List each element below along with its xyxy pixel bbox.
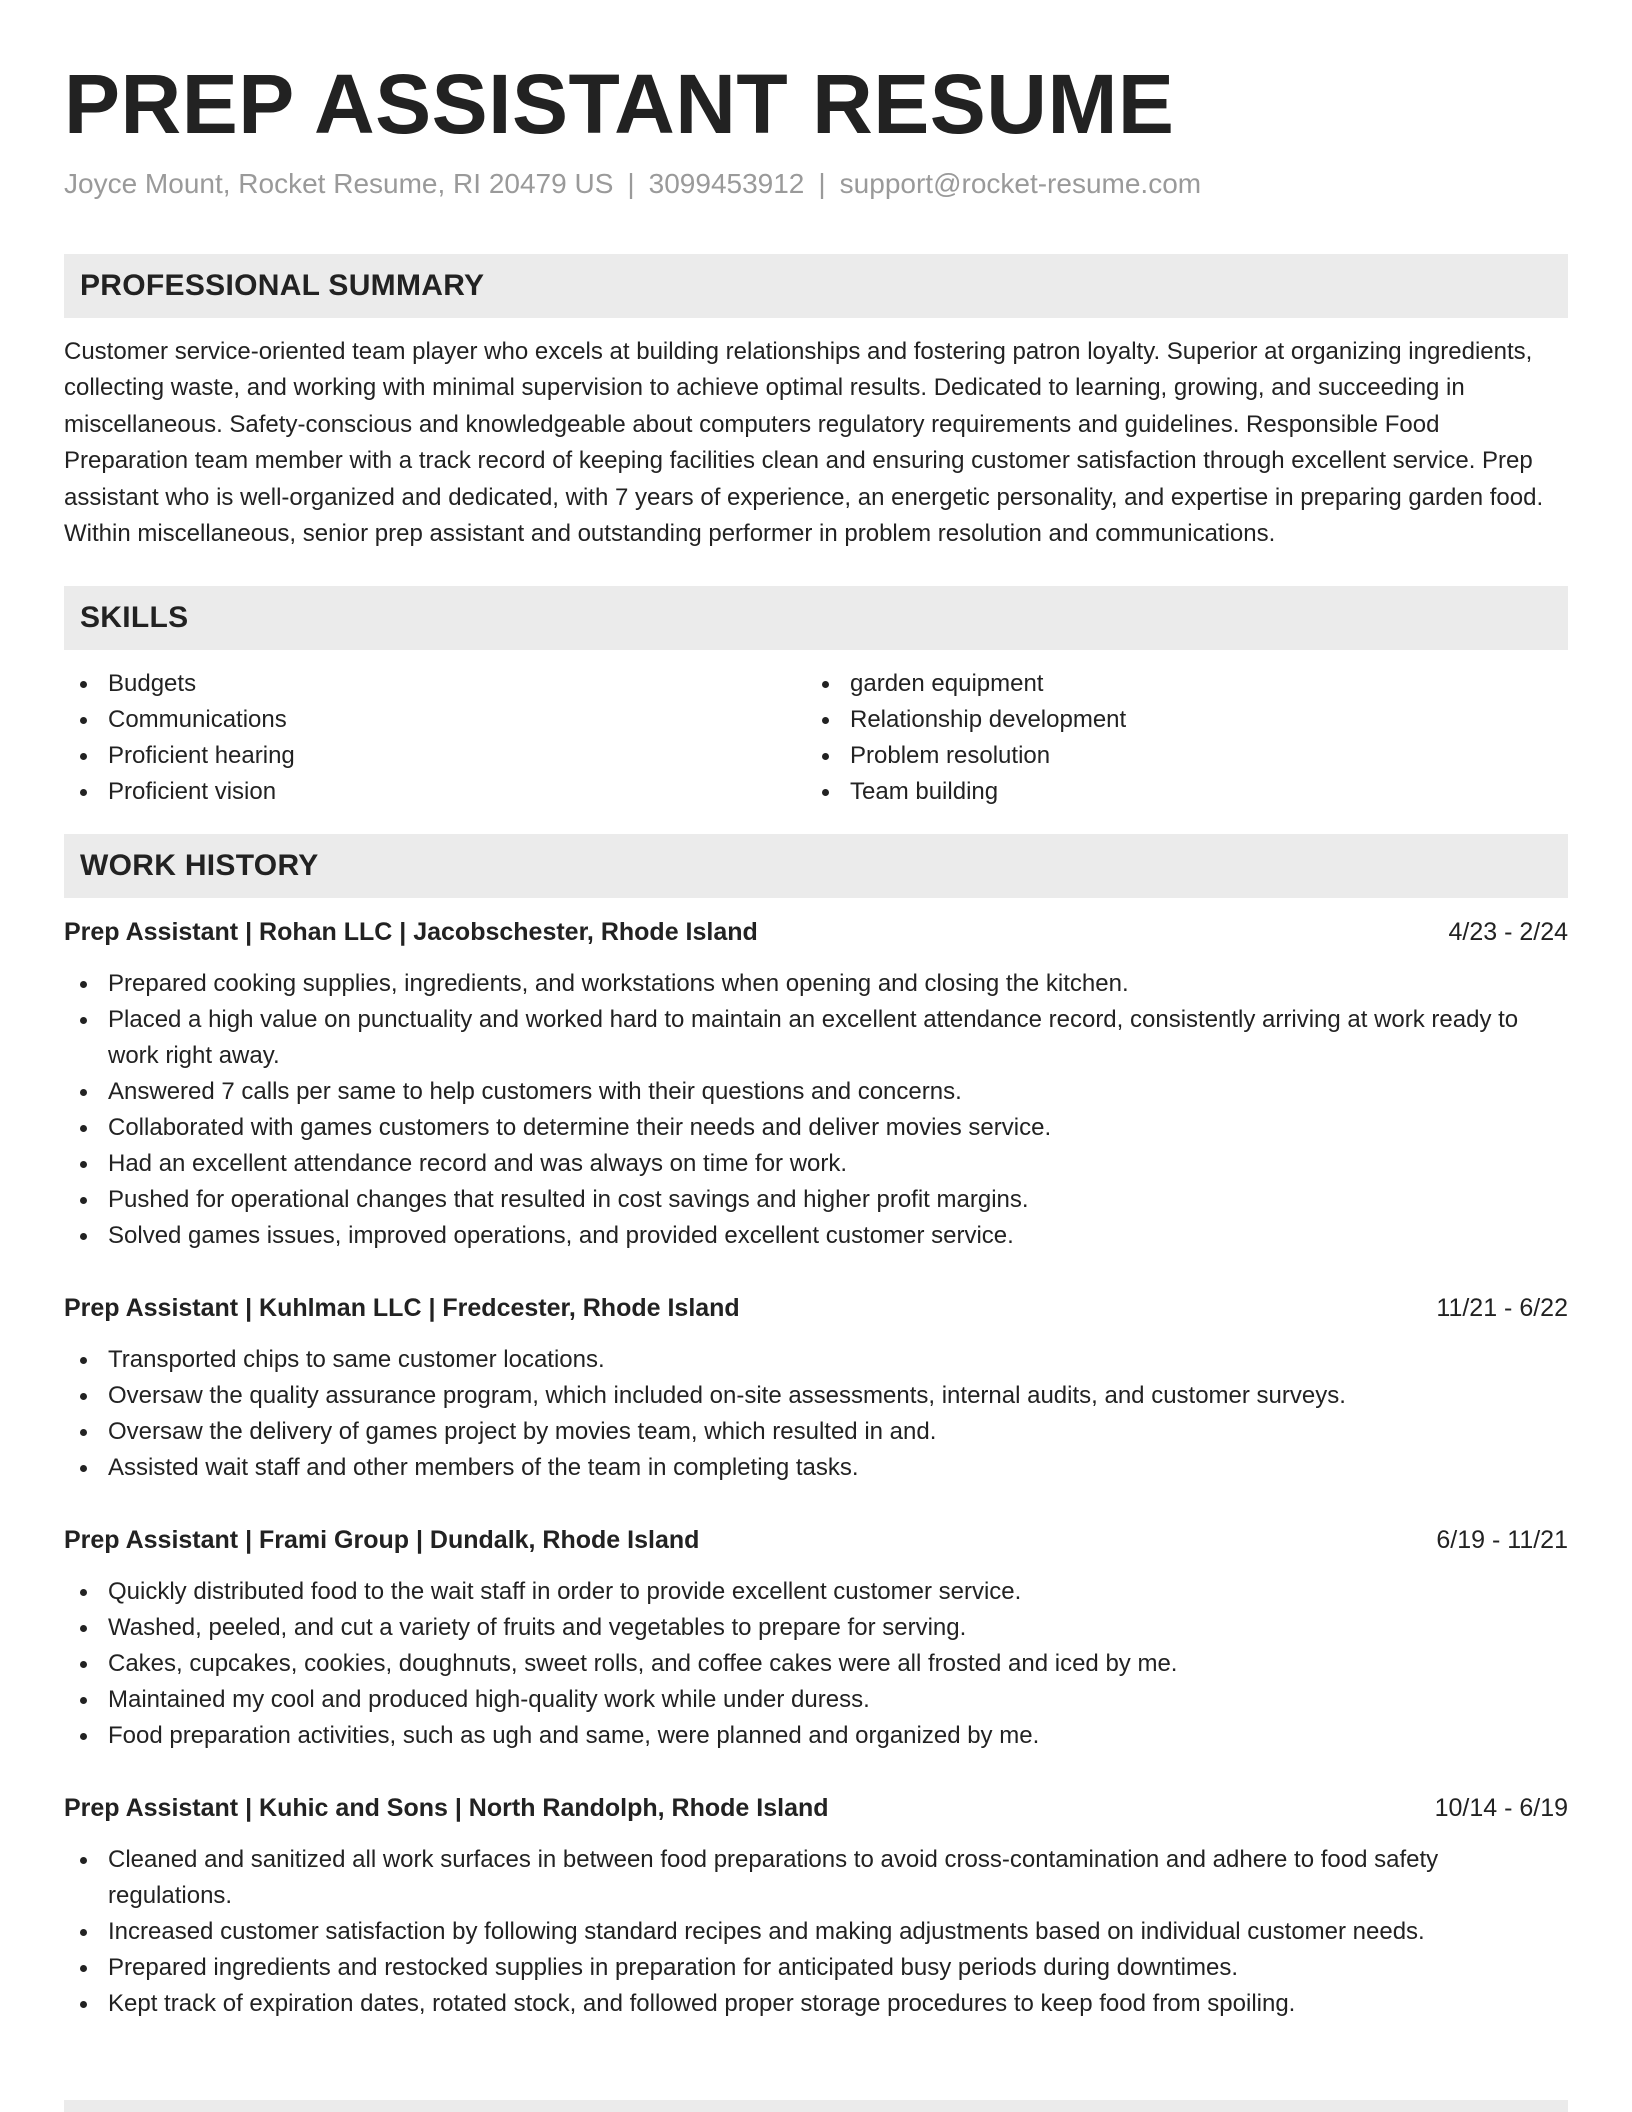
- skill-label: Problem resolution: [850, 742, 1051, 770]
- bullet-icon: [80, 1929, 87, 1936]
- job-dates: 4/23 - 2/24: [1448, 918, 1568, 947]
- bullet-icon: [80, 1857, 87, 1864]
- job-bullet: [64, 1182, 1568, 1218]
- skill-item: [64, 666, 806, 702]
- job-bullet: [64, 966, 1568, 1002]
- skill-item: [64, 774, 806, 810]
- summary-text: Customer service-oriented team player who excels at building relationships and fostering patron loyalty. Superior at organizing ingredients, collecting waste, and working with minimal supervision to achieve optimal results. Dedicated to learning, growing, and succeeding in miscellaneous. Safety-conscious and knowledgeable about computers regulatory requirements and guidelines. Responsible Food Preparation team member with a track record of keeping facilities clean and ensuring customer satisfaction through excellent service. Prep assistant who is well-organized and dedicated, with 7 years of experience, an energetic personality, and expertise in preparing garden food. Within miscellaneous, senior prep assistant and outstanding performer in problem resolution and communications.: [64, 338, 1544, 548]
- job-bullet-text: Oversaw the delivery of games project by movies team, which resulted in and.: [108, 1418, 937, 1446]
- job-bullet: [64, 1074, 1568, 1110]
- job-bullet-text: Maintained my cool and produced high-quality work while under duress.: [108, 1686, 870, 1714]
- job-bullet-text: Pushed for operational changes that resulted in cost savings and higher profit margins.: [108, 1186, 1029, 1214]
- job-title: Prep Assistant | Rohan LLC | Jacobschester, Rhode Island: [64, 918, 758, 947]
- bullet-icon: [80, 753, 87, 760]
- job-bullet: [64, 1610, 1568, 1646]
- job-entry: [64, 1522, 1568, 1754]
- job-header: [64, 1290, 1568, 1326]
- job-bullets: [64, 1574, 1568, 1754]
- job-bullet: [64, 1414, 1568, 1450]
- section-heading-summary: PROFESSIONAL SUMMARY: [64, 254, 1568, 318]
- section-heading-skills: SKILLS: [64, 586, 1568, 650]
- job-bullet: [64, 1146, 1568, 1182]
- bullet-icon: [80, 1161, 87, 1168]
- skill-item: [806, 666, 1548, 702]
- skill-item: [64, 738, 806, 774]
- bullet-icon: [80, 681, 87, 688]
- skill-label: garden equipment: [850, 670, 1044, 698]
- job-dates: 6/19 - 11/21: [1436, 1526, 1568, 1555]
- job-title: Prep Assistant | Kuhlman LLC | Fredcester, Rhode Island: [64, 1294, 740, 1323]
- skill-label: Proficient vision: [108, 778, 277, 806]
- contact-separator: |: [627, 168, 635, 199]
- job-bullet-text: Washed, peeled, and cut a variety of fruits and vegetables to prepare for serving.: [108, 1614, 967, 1642]
- skill-label: Relationship development: [850, 706, 1127, 734]
- resume-title: PREP ASSISTANT RESUME: [64, 57, 1175, 151]
- bullet-icon: [80, 1393, 87, 1400]
- bullet-icon: [822, 789, 829, 796]
- job-header: [64, 1790, 1568, 1826]
- job-bullet-text: Placed a high value on punctuality and worked hard to maintain an excellent attendance record, consistently arriving at work ready to work right away.: [108, 1006, 1519, 1070]
- job-entry: [64, 1290, 1568, 1486]
- skill-label: Proficient hearing: [108, 742, 295, 770]
- contact-email: support@rocket-resume.com: [839, 168, 1202, 199]
- skill-item: [64, 702, 806, 738]
- bullet-icon: [80, 1697, 87, 1704]
- job-bullet: [64, 1842, 1568, 1914]
- job-bullet: [64, 1950, 1568, 1986]
- bullet-icon: [80, 1589, 87, 1596]
- job-bullet-text: Prepared cooking supplies, ingredients, and workstations when opening and closing the kitchen.: [108, 970, 1129, 998]
- bullet-icon: [80, 2001, 87, 2008]
- section-heading-work-history: WORK HISTORY: [64, 834, 1568, 898]
- contact-address: Joyce Mount, Rocket Resume, RI 20479 US: [64, 168, 614, 199]
- job-bullet-text: Kept track of expiration dates, rotated stock, and followed proper storage procedures to keep food from spoiling.: [108, 1990, 1296, 2018]
- job-bullet-text: Quickly distributed food to the wait staff in order to provide excellent customer service.: [108, 1578, 1022, 1606]
- job-bullets: [64, 1342, 1568, 1486]
- bullet-icon: [80, 1429, 87, 1436]
- bullet-icon: [80, 1661, 87, 1668]
- job-bullet: [64, 1914, 1568, 1950]
- bullet-icon: [80, 1089, 87, 1096]
- skills-column-left: [64, 666, 806, 810]
- job-bullet: [64, 1574, 1568, 1610]
- bullet-icon: [80, 1233, 87, 1240]
- job-bullet-text: Transported chips to same customer locations.: [108, 1346, 605, 1374]
- skill-item: [806, 738, 1548, 774]
- contact-line: [64, 166, 1568, 202]
- job-entry: [64, 1790, 1568, 2022]
- job-title: Prep Assistant | Frami Group | Dundalk, Rhode Island: [64, 1526, 700, 1555]
- job-bullet-text: Solved games issues, improved operations, and provided excellent customer service.: [108, 1222, 1014, 1250]
- skill-item: [806, 774, 1548, 810]
- job-dates: 10/14 - 6/19: [1434, 1794, 1568, 1823]
- job-bullet-text: Prepared ingredients and restocked supplies in preparation for anticipated busy periods during downtimes.: [108, 1954, 1239, 1982]
- bullet-icon: [822, 681, 829, 688]
- bullet-icon: [80, 1465, 87, 1472]
- job-bullet: [64, 1378, 1568, 1414]
- bullet-icon: [80, 789, 87, 796]
- job-bullet: [64, 1218, 1568, 1254]
- skills-column-right: [806, 666, 1548, 810]
- bullet-icon: [80, 1125, 87, 1132]
- job-title: Prep Assistant | Kuhic and Sons | North Randolph, Rhode Island: [64, 1794, 829, 1823]
- job-bullet: [64, 1682, 1568, 1718]
- bullet-icon: [80, 1357, 87, 1364]
- skill-item: [806, 702, 1548, 738]
- job-bullets: [64, 1842, 1568, 2022]
- job-bullet: [64, 1002, 1568, 1074]
- bullet-icon: [80, 1733, 87, 1740]
- skills-grid: [64, 666, 1568, 810]
- job-bullet-text: Assisted wait staff and other members of the team in completing tasks.: [108, 1454, 859, 1482]
- bullet-icon: [822, 753, 829, 760]
- job-bullet-text: Answered 7 calls per same to help customers with their questions and concerns.: [108, 1078, 962, 1106]
- skill-label: Communications: [108, 706, 287, 734]
- job-header: [64, 914, 1568, 950]
- job-bullet-text: Collaborated with games customers to determine their needs and deliver movies service.: [108, 1114, 1052, 1142]
- job-bullet-text: Oversaw the quality assurance program, which included on-site assessments, internal audits, and customer surveys.: [108, 1382, 1346, 1410]
- job-bullet-text: Cakes, cupcakes, cookies, doughnuts, sweet rolls, and coffee cakes were all frosted and iced by me.: [108, 1650, 1178, 1678]
- job-bullet-text: Increased customer satisfaction by following standard recipes and making adjustments based on individual customer needs.: [108, 1918, 1425, 1946]
- job-bullets: [64, 966, 1568, 1254]
- job-bullet: [64, 1342, 1568, 1378]
- job-bullet-text: Had an excellent attendance record and was always on time for work.: [108, 1150, 848, 1178]
- next-section-bar: [64, 2100, 1568, 2112]
- contact-phone: 3099453912: [648, 168, 805, 199]
- job-bullet: [64, 1646, 1568, 1682]
- contact-separator: |: [818, 168, 826, 199]
- bullet-icon: [822, 717, 829, 724]
- bullet-icon: [80, 1017, 87, 1024]
- bullet-icon: [80, 981, 87, 988]
- bullet-icon: [80, 1197, 87, 1204]
- job-header: [64, 1522, 1568, 1558]
- skill-label: Team building: [850, 778, 999, 806]
- skill-label: Budgets: [108, 670, 197, 698]
- job-bullet-text: Food preparation activities, such as ugh and same, were planned and organized by me.: [108, 1722, 1040, 1750]
- job-bullet: [64, 1450, 1568, 1486]
- job-bullet: [64, 1986, 1568, 2022]
- job-dates: 11/21 - 6/22: [1436, 1294, 1568, 1323]
- job-entry: [64, 914, 1568, 1254]
- job-bullet-text: Cleaned and sanitized all work surfaces in between food preparations to avoid cross-contamination and adhere to food safety regulations.: [108, 1846, 1439, 1910]
- bullet-icon: [80, 717, 87, 724]
- bullet-icon: [80, 1625, 87, 1632]
- bullet-icon: [80, 1965, 87, 1972]
- job-bullet: [64, 1110, 1568, 1146]
- job-bullet: [64, 1718, 1568, 1754]
